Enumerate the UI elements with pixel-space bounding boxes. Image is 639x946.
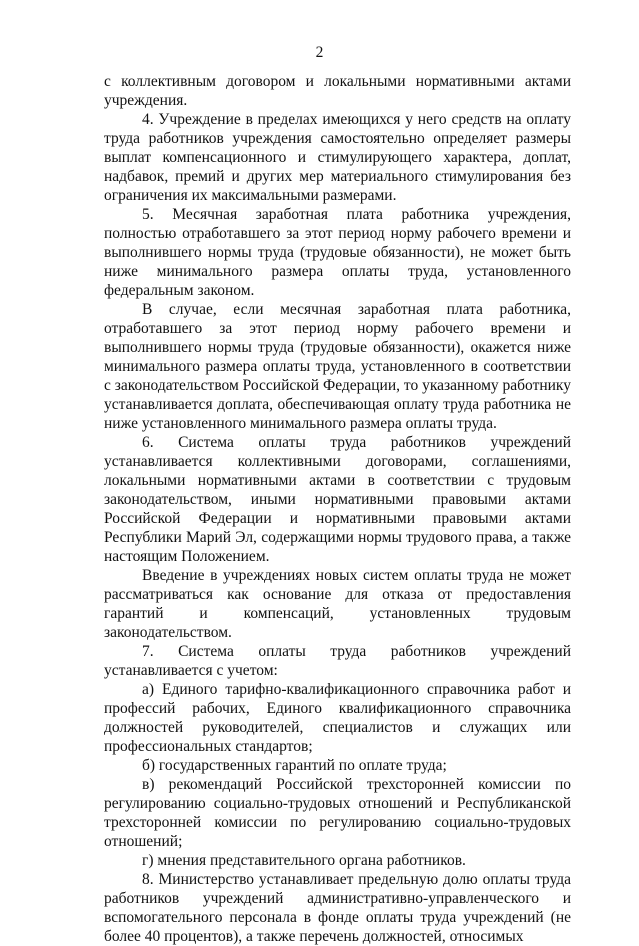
document-body xyxy=(104,72,571,946)
paragraph: В случае, если месячная заработная плата работника, отработавшего за этот период норму рабочего времени и выполнившего нормы труда (трудовые обязанности), окажется ниже минимального размера оплаты труда, установленного в соответствии с законодательством Российской Федерации, то указанному работнику устанавливается доплата, обеспечивающая оплату труда работника не ниже установленного минимального размера оплаты труда. xyxy=(104,301,571,432)
paragraph: 7. Система оплаты труда работников учреждений устанавливается с учетом: xyxy=(104,643,571,679)
paragraph: 8. Министерство устанавливает предельную долю оплаты труда работников учреждений административно-управленческого и вспомогательного персонала в фонде оплаты труда учреждений (не более 40 процентов), а также перечень должностей, относимых xyxy=(104,871,571,945)
page-number: 2 xyxy=(315,44,324,61)
paragraph: 4. Учреждение в пределах имеющихся у него средств на оплату труда работников учреждения самостоятельно определяет размеры выплат компенсационного и стимулирующего характера, доплат, надбавок, премий и других мер материального стимулирования без ограничения их максимальными размерами. xyxy=(104,111,571,204)
list-item: г) мнения представительного органа работников. xyxy=(142,852,466,869)
paragraph: 6. Система оплаты труда работников учреждений устанавливается коллективными договорами, соглашениями, локальными нормативными актами в соответствии с трудовым законодательством, иными нормативными правовыми актами Российской Федерации и нормативными правовыми актами Республики Марий Эл, содержащими нормы трудового права, а также настоящим Положением. xyxy=(104,434,571,565)
list-item: б) государственных гарантий по оплате труда; xyxy=(142,757,447,774)
list-item: а) Единого тарифно-квалификационного справочника работ и профессий рабочих, Единого квалификационного справочника должностей руководителей, специалистов и служащих или профессиональных стандартов; xyxy=(104,681,571,755)
paragraph: с коллективным договором и локальными нормативными актами учреждения. xyxy=(104,73,571,109)
paragraph: Введение в учреждениях новых систем оплаты труда не может рассматриваться как основание для отказа от предоставления гарантий и компенсаций, установленных трудовым законодательством. xyxy=(104,567,571,641)
paragraph: 5. Месячная заработная плата работника учреждения, полностью отработавшего за этот период норму рабочего времени и выполнившего нормы труда (трудовые обязанности), не может быть ниже минимального размера оплаты труда, установленного федеральным законом. xyxy=(104,206,571,299)
list-item: в) рекомендаций Российской трехсторонней комиссии по регулированию социально-трудовых отношений и Республиканской трехсторонней комиссии по регулированию социально-трудовых отношений; xyxy=(104,776,571,850)
